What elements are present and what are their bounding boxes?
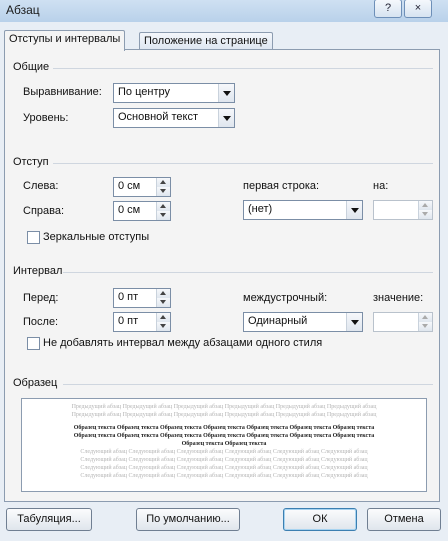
line-spacing-label: междустрочный: — [243, 292, 328, 304]
indent-divider — [53, 163, 433, 164]
tab-strip — [0, 22, 448, 50]
no-space-same-style-label: Не добавлять интервал между абзацами одного стиля — [43, 337, 323, 349]
tab-line-page-breaks[interactable]: Положение на странице — [139, 32, 273, 50]
chevron-down-icon[interactable] — [346, 201, 362, 219]
right-indent-value: 0 см — [118, 204, 141, 216]
space-after-label: После: — [23, 316, 59, 328]
spin-up-icon[interactable] — [156, 289, 170, 298]
spin-down-icon[interactable] — [156, 211, 170, 220]
preview-sample-line: Образец текста Образец текста Образец текста Образец текста Образец текста Образец текста Образец текста — [73, 425, 375, 431]
spin-up-icon[interactable] — [156, 178, 170, 187]
spin-down-icon[interactable] — [156, 187, 170, 196]
chevron-down-icon[interactable] — [218, 109, 234, 127]
left-indent-spinner[interactable] — [113, 177, 171, 197]
spacing-divider — [63, 272, 433, 273]
indent-by-label: на: — [373, 180, 389, 192]
window-title: Абзац — [6, 3, 40, 17]
alignment-label: Выравнивание: — [23, 86, 102, 98]
level-select[interactable] — [113, 108, 235, 128]
ok-button[interactable]: ОК — [283, 508, 357, 531]
spin-down-icon[interactable] — [156, 298, 170, 307]
spacing-at-spinner[interactable] — [373, 312, 433, 332]
preview-next-line: Следующий абзац Следующий абзац Следующий абзац Следующий абзац Следующий абзац Следующий абзац — [80, 473, 368, 479]
preview-sample-line: Образец текста Образец текста Образец текста Образец текста Образец текста Образец текста Образец текста — [73, 433, 375, 439]
chevron-down-icon[interactable] — [346, 313, 362, 331]
spacing-at-label: значение: — [373, 292, 424, 304]
close-button[interactable]: × — [404, 0, 432, 18]
preview-previous-line: Предыдущий абзац Предыдущий абзац Предыдущий абзац Предыдущий абзац Предыдущий абзац Предыдущий абзац — [71, 412, 377, 418]
left-indent-label: Слева: — [23, 180, 59, 192]
help-button[interactable]: ? — [374, 0, 402, 18]
preview-next-line: Следующий абзац Следующий абзац Следующий абзац Следующий абзац Следующий абзац Следующий абзац — [80, 449, 368, 455]
spin-up-icon[interactable] — [418, 313, 432, 322]
spin-down-icon[interactable] — [418, 210, 432, 219]
set-default-button[interactable]: По умолчанию... — [136, 508, 240, 531]
preview-next-line: Следующий абзац Следующий абзац Следующий абзац Следующий абзац Следующий абзац Следующий абзац — [80, 457, 368, 463]
first-line-label: первая строка: — [243, 180, 320, 192]
tab-indents-spacing[interactable]: Отступы и интервалы — [4, 30, 125, 51]
preview-heading: Образец — [13, 377, 58, 389]
space-before-value: 0 пт — [118, 291, 139, 303]
preview-sample-line: Образец текста Образец текста — [181, 441, 267, 447]
space-after-value: 0 пт — [118, 315, 139, 327]
mirror-indents-label: Зеркальные отступы — [43, 231, 150, 243]
tab-panel — [4, 49, 440, 502]
line-spacing-select[interactable] — [243, 312, 363, 332]
first-line-value: (нет) — [248, 203, 273, 215]
space-before-label: Перед: — [23, 292, 59, 304]
tabs-button[interactable]: Табуляция... — [6, 508, 92, 531]
spin-up-icon[interactable] — [156, 313, 170, 322]
alignment-select[interactable] — [113, 83, 235, 103]
spin-down-icon[interactable] — [418, 322, 432, 331]
preview-next-line: Следующий абзац Следующий абзац Следующий абзац Следующий абзац Следующий абзац Следующий абзац — [80, 465, 368, 471]
first-line-select[interactable] — [243, 200, 363, 220]
indent-heading: Отступ — [13, 156, 49, 168]
alignment-value: По центру — [118, 86, 170, 98]
level-value: Основной текст — [118, 111, 198, 123]
indent-by-spinner[interactable] — [373, 200, 433, 220]
line-spacing-value: Одинарный — [248, 315, 308, 327]
right-indent-spinner[interactable] — [113, 201, 171, 221]
cancel-button[interactable]: Отмена — [367, 508, 441, 531]
space-after-spinner[interactable] — [113, 312, 171, 332]
spin-up-icon[interactable] — [418, 201, 432, 210]
mirror-indents-checkbox[interactable] — [27, 231, 40, 244]
preview-divider — [63, 384, 433, 385]
level-label: Уровень: — [23, 112, 69, 124]
space-before-spinner[interactable] — [113, 288, 171, 308]
no-space-same-style-checkbox[interactable] — [27, 337, 40, 350]
spacing-heading: Интервал — [13, 265, 63, 277]
chevron-down-icon[interactable] — [218, 84, 234, 102]
left-indent-value: 0 см — [118, 180, 141, 192]
right-indent-label: Справа: — [23, 205, 65, 217]
title-bar — [0, 0, 448, 22]
spin-up-icon[interactable] — [156, 202, 170, 211]
general-divider — [53, 68, 433, 69]
preview-box — [21, 398, 427, 492]
general-heading: Общие — [13, 61, 50, 73]
preview-previous-line: Предыдущий абзац Предыдущий абзац Предыдущий абзац Предыдущий абзац Предыдущий абзац Предыдущий абзац — [71, 404, 377, 410]
spin-down-icon[interactable] — [156, 322, 170, 331]
